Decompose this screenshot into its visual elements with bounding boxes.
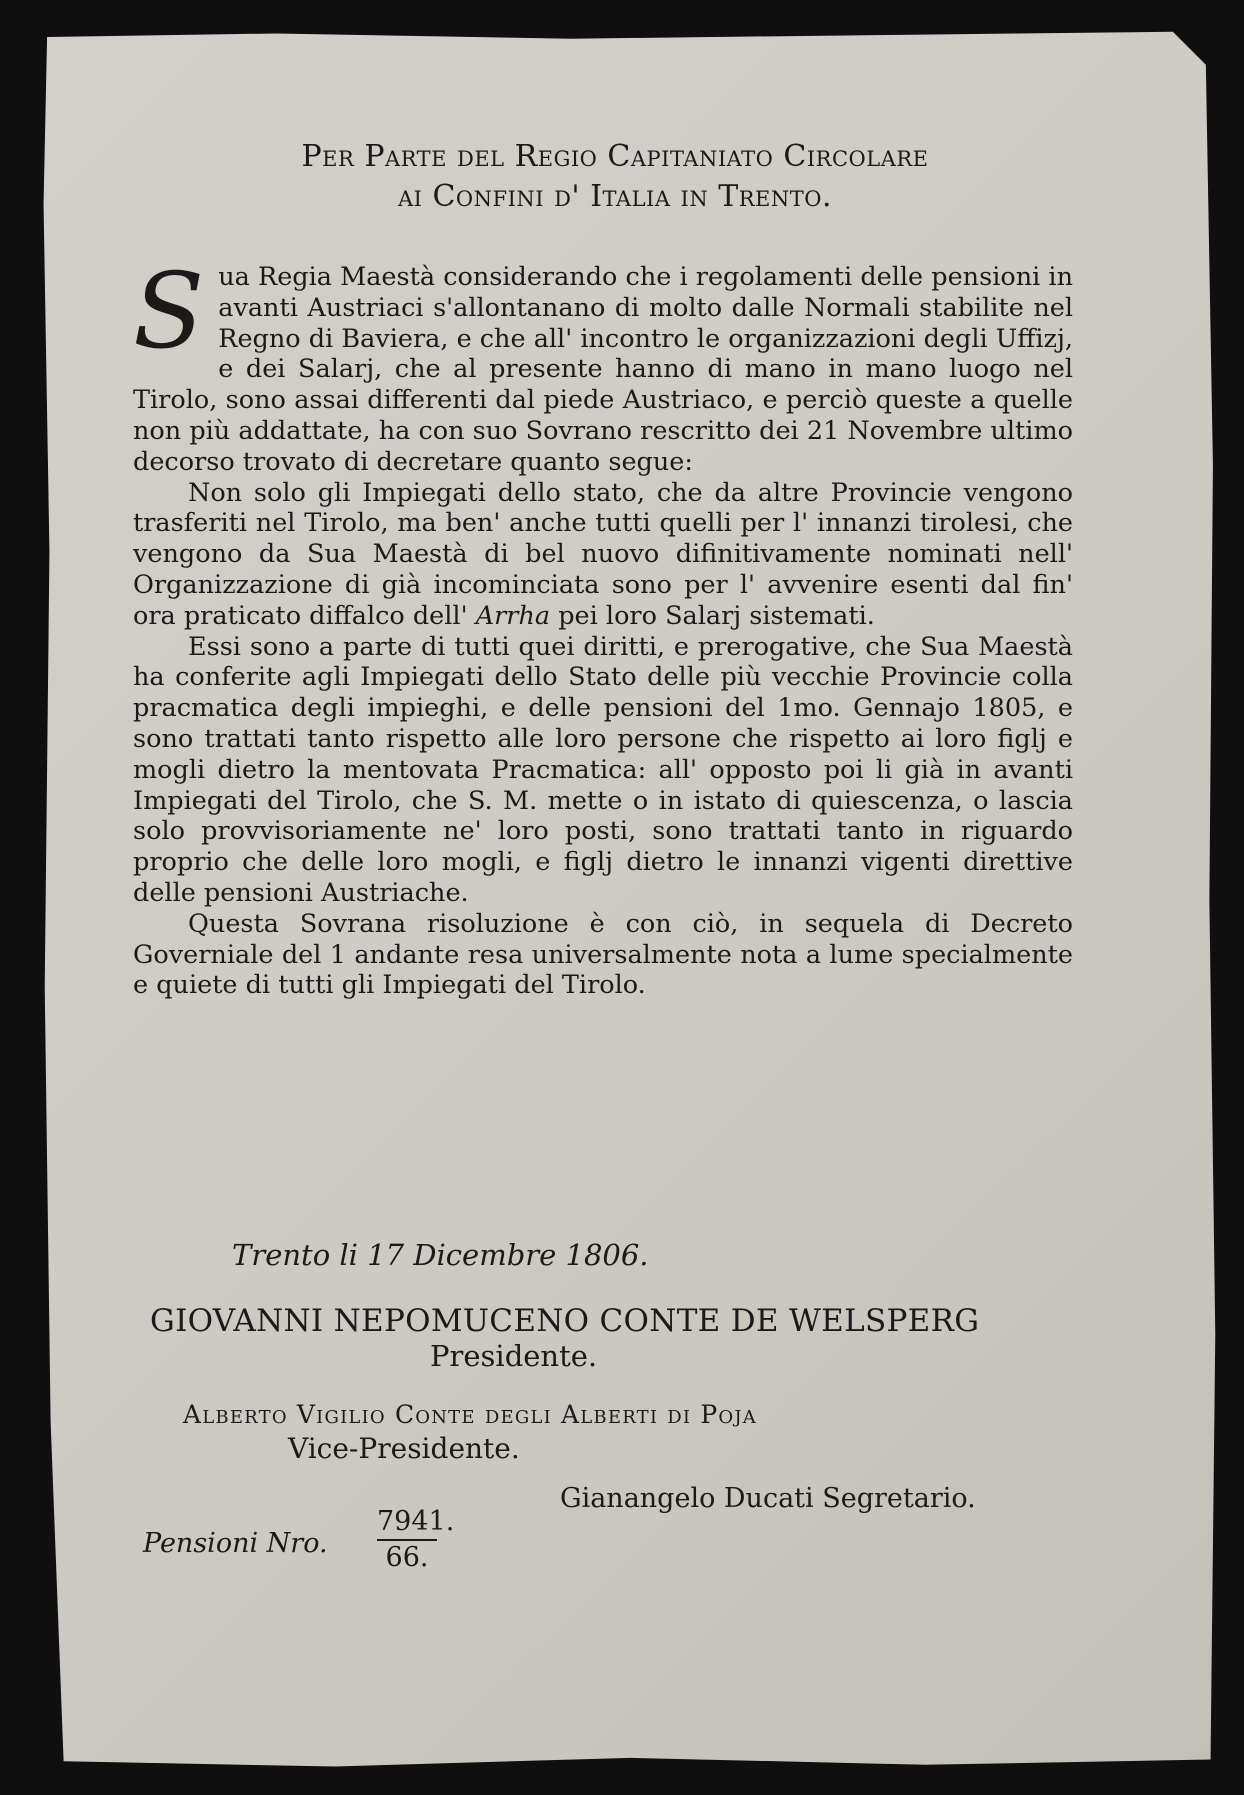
paragraph-2-italic: Arrha bbox=[475, 600, 551, 631]
signatory-2-title: Vice-Presidente. bbox=[288, 1432, 520, 1465]
signatory-3: Gianangelo Ducati Segretario. bbox=[560, 1483, 976, 1514]
paragraph-2-text-a: Non solo gli Impiegati dello stato, che da altre Provincie vengono trasferiti nel Tirolo, ma ben' anche tutti quelli per l' innanzi tirolesi, che vengono da Sua Maestà di bel nuovo difinitivamente nominati nell' Organizzazione di già incominciata sono per l' avvenire esenti dal fin' ora praticato diffalco dell' bbox=[133, 477, 1073, 631]
document-date: Trento li 17 Dicembre 1806. bbox=[232, 1238, 649, 1272]
paragraph-3: Essi sono a parte di tutti quei diritti, e prerogative, che Sua Maestà ha conferite agli Impiegati dello Stato delle più vecchie Provincie colla pracmatica degli impieghi, e delle pensioni del 1mo. Gennajo 1805, e sono trattati tanto rispetto alle loro persone che rispetto ai loro figlj e mogli dietro la mentovata Pracmatica: all' opposto poi li già in avanti Impiegati del Tirolo, che S. M. mette o in istato di quiescenza, o lascia solo provvisoriamente ne' loro posti, sono trattati tanto in riguardo proprio che delle loro mogli, e figlj dietro le innanzi vigenti direttive delle pensioni Austriache. bbox=[133, 631, 1073, 908]
signatory-1-name: GIOVANNI NEPOMUCENO CONTE DE WELSPERG bbox=[150, 1303, 980, 1339]
signatory-1-title: Presidente. bbox=[430, 1339, 598, 1373]
reference-denominator: 66. bbox=[385, 1542, 429, 1573]
paragraph-1 bbox=[133, 250, 1073, 478]
signatory-2-name: Alberto Vigilio Conte degli Alberti di Poja bbox=[183, 1400, 757, 1429]
paragraph-4: Questa Sovrana risoluzione è con ciò, in sequela di Decreto Governiale del 1 andante resa universalmente nota a lume specialmente e quiete di tutti gli Impiegati del Tirolo. bbox=[133, 908, 1073, 1001]
header-line-2: ai Confini d' Italia in Trento. bbox=[397, 179, 833, 214]
header-line-1: Per Parte del Regio Capitaniato Circolare bbox=[301, 139, 929, 174]
reference-label: Pensioni Nro. bbox=[143, 1528, 328, 1559]
document-header bbox=[140, 137, 1090, 217]
paragraph-2-text-b: pei loro Salarj sistemati. bbox=[558, 600, 875, 631]
reference-number bbox=[377, 1506, 455, 1575]
paragraph-1-text: ua Regia Maestà considerando che i regolamenti delle pensioni in avanti Austriaci s'allontanano di molto dalle Normali stabilite nel Regno di Baviera, e che all' incontro le organizzazioni degli Uffizj, e dei Salarj, che al presente hanno di mano in mano luogo nel Tirolo, sono assai differenti dal piede Austriaco, e perciò queste a quelle non più addattate, ha con suo Sovrano rescritto dei 21 Novembre ultimo decorso trovato di decretare quanto segue: bbox=[133, 262, 1073, 477]
paragraph-2 bbox=[133, 478, 1073, 632]
drop-cap: S bbox=[133, 250, 205, 372]
reference-numerator: 7941. bbox=[377, 1507, 437, 1541]
document-body bbox=[133, 250, 1073, 1001]
